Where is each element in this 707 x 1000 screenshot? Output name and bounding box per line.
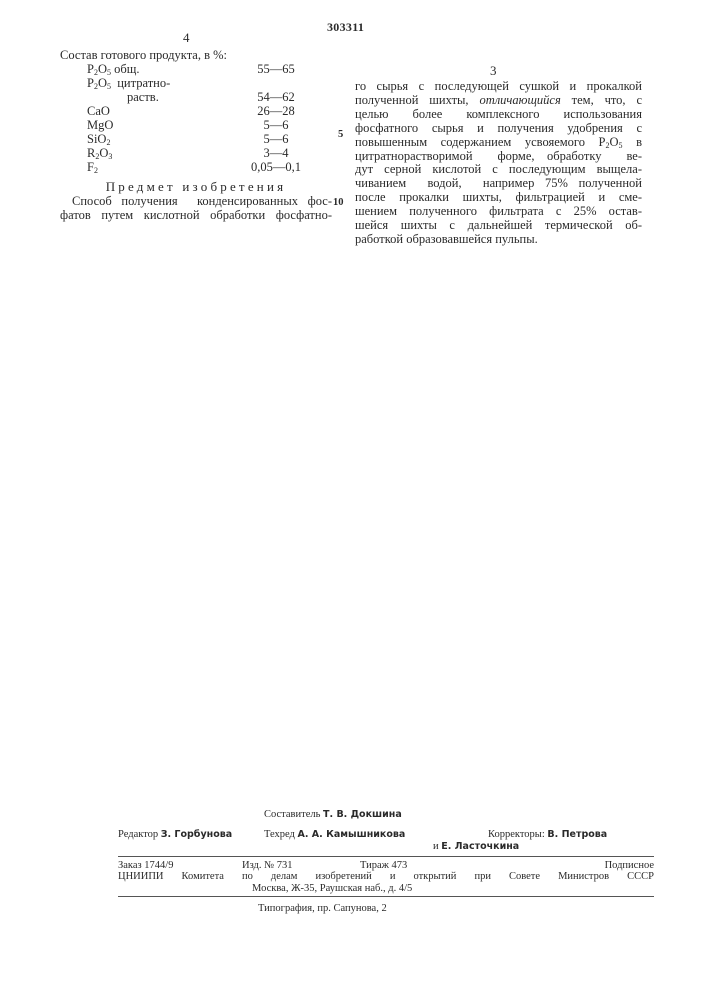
- publisher-address: Москва, Ж-35, Раушская наб., д. 4/5: [252, 883, 413, 894]
- claim-line: работкой образовавшейся пульпы.: [355, 231, 538, 246]
- publisher: ЦНИИПИ Комитета по делам изобретений и открытий при Совете Министров СССР: [118, 871, 654, 882]
- page-number-left: 4: [183, 30, 190, 45]
- component-name-continuation: раств.: [127, 90, 159, 104]
- printing-house: Типография, пр. Сапунова, 2: [258, 903, 387, 914]
- claim-line: повышенным содержанием усвояемого $P_2O_5$ в: [355, 134, 642, 150]
- component-value: 3—4: [263, 146, 289, 160]
- divider: [118, 856, 654, 857]
- patent-number: 303311: [327, 20, 365, 34]
- compiler-credit: Составитель Т. В. Докшина: [264, 809, 402, 820]
- component-name: $F_2$: [87, 160, 98, 175]
- editor-credit: Редактор З. Горбунова: [118, 829, 233, 840]
- claim-line: полученной шихты, отличающийся тем, что, с: [355, 92, 643, 107]
- subscription: Подписное: [604, 860, 654, 871]
- claim-line: целью более комплексного использования: [355, 106, 642, 121]
- component-value: 55—65: [257, 62, 295, 76]
- component-name: $P_2O_5$ общ.: [87, 62, 140, 77]
- claim-line: фатов путем кислотной обработки фосфатно-: [60, 208, 332, 222]
- component-name: CaO: [87, 104, 110, 118]
- component-value: 0,05—0,1: [251, 160, 301, 174]
- component-name: MgO: [87, 118, 114, 132]
- component-value: 5—6: [263, 118, 289, 132]
- claim-title: Предмет изобретения: [105, 179, 287, 194]
- line-number: 10: [333, 197, 344, 208]
- composition-row: [60, 118, 332, 132]
- component-value: 5—6: [263, 132, 289, 146]
- claim-line: дут серной кислотой с последующим выщела-: [355, 162, 642, 177]
- component-value: 54—62: [257, 90, 295, 104]
- composition-row: [60, 90, 332, 104]
- composition-row: [60, 76, 332, 90]
- composition-row: [60, 62, 332, 76]
- edition-number: Изд. № 731: [242, 860, 293, 871]
- composition-row: [60, 132, 332, 146]
- component-name: SiO$_2$: [87, 132, 111, 147]
- composition-row: [60, 160, 332, 174]
- claim-line: шением полученного фильтрата с 25% остав-: [355, 204, 642, 219]
- claim-line: чиванием водой, например 75% полученной: [355, 176, 642, 191]
- composition-row: [60, 146, 332, 160]
- right-column: [355, 80, 642, 247]
- page-number-right: 3: [490, 63, 497, 78]
- left-column: [60, 48, 332, 222]
- component-value: 26—28: [257, 104, 295, 118]
- techred-credit: Техред А. А. Камышникова: [264, 829, 406, 840]
- line-number: 5: [338, 129, 344, 140]
- component-name: $R_2O_3$: [87, 146, 113, 161]
- claim-line: шейся шихты с дальнейшей термической об-: [355, 218, 642, 233]
- distinguishing-term: отличающийся: [479, 92, 561, 107]
- claim-line: после прокалки шихты, фильтрацией и сме-: [355, 190, 642, 205]
- order-number: Заказ 1744/9: [118, 860, 174, 871]
- circulation: Тираж 473: [360, 860, 408, 871]
- composition-row: [60, 104, 332, 118]
- component-name: $P_2O_5$ цитратно-: [87, 76, 171, 91]
- claim-line: го сырья с последующей сушкой и прокалкой: [355, 79, 642, 93]
- composition-heading: Состав готового продукта, в %:: [60, 48, 228, 62]
- divider: [118, 896, 654, 897]
- claim-line: цитратнорастворимой форме, обработку ве-: [355, 148, 642, 163]
- corrector-2-credit: и Е. Ласточкина: [433, 841, 520, 852]
- correctors-credit: Корректоры: В. Петрова: [488, 829, 608, 840]
- claim-line: Способ получения конденсированных фос-: [72, 194, 332, 208]
- claim-line: фосфатного сырья и получения удобрения с: [355, 120, 642, 135]
